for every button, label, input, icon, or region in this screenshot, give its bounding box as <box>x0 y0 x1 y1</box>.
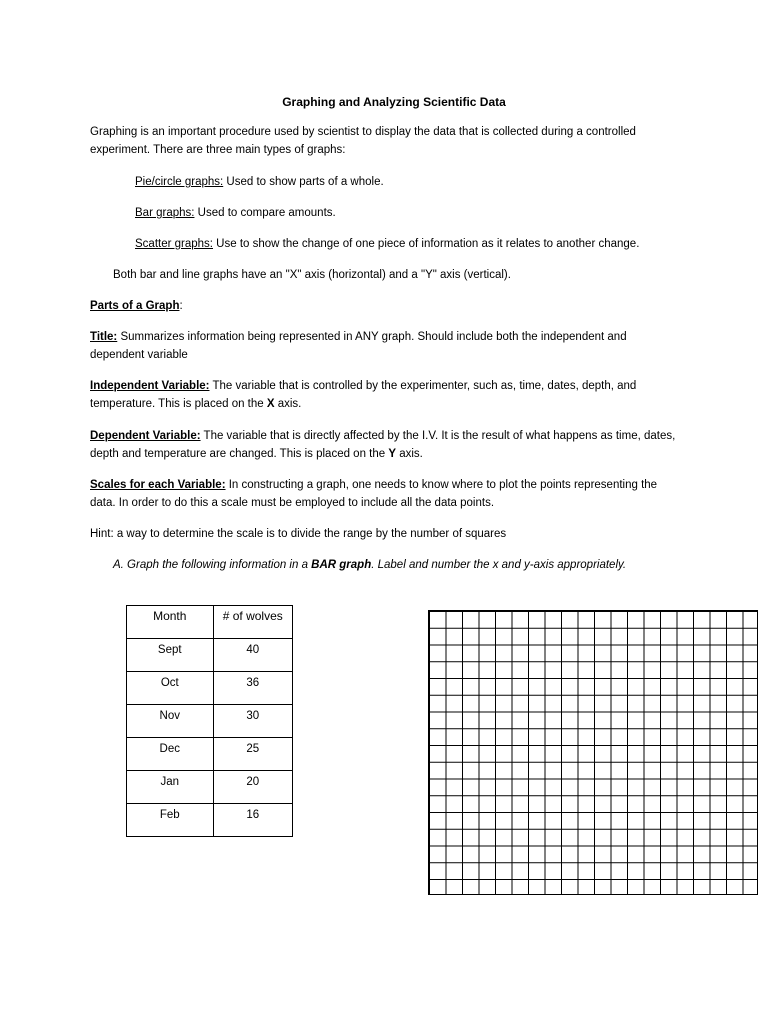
intro-paragraph: Graphing is an important procedure used by scientist to display the data that is collected during a controlled experiment. There are three main types of graphs: <box>90 126 636 156</box>
hint-text: Hint: a way to determine the scale is to divide the range by the number of squares <box>90 528 507 540</box>
cell-wolves: 40 <box>213 639 292 672</box>
table-row <box>127 804 293 837</box>
graph-type-label: Pie/circle graphs: <box>135 176 224 188</box>
cell-month: Dec <box>127 738 214 771</box>
definition-label: Scales for each Variable: <box>90 479 226 491</box>
table-row <box>127 705 293 738</box>
task-suffix: . Label and number the x and y-axis appropriately. <box>371 559 627 571</box>
parts-heading-label: Parts of a Graph <box>90 300 180 312</box>
definition-text: axis. <box>396 448 423 460</box>
cell-month: Feb <box>127 804 214 837</box>
cell-month: Sept <box>127 639 214 672</box>
definition-text: The variable that is controlled by the experimenter, such as, time, dates, depth, and temperature. This is placed on the <box>90 380 637 410</box>
axis-letter: Y <box>388 448 397 460</box>
graph-type-text: Used to show parts of a whole. <box>223 176 384 188</box>
cell-month: Oct <box>127 672 214 705</box>
definition-text: In constructing a graph, one needs to know where to plot the points representing the data. In order to do this a scale must be employed to include all the data points. <box>90 479 658 509</box>
page-title: Graphing and Analyzing Scientific Data <box>282 95 506 109</box>
cell-wolves: 25 <box>213 738 292 771</box>
task-bold: BAR graph <box>311 559 372 571</box>
graph-type-bar <box>135 204 695 222</box>
cell-wolves: 36 <box>213 672 292 705</box>
parts-heading-colon: : <box>179 300 183 312</box>
definition-label: Title: <box>90 331 118 343</box>
definition-text: The variable that is directly affected by the I.V. It is the result of what happens as time, dates, depth and temperature are changed. This is placed on the <box>90 430 676 460</box>
definition-label: Dependent Variable: <box>90 430 201 442</box>
graph-type-scatter <box>135 235 695 253</box>
axis-letter: X <box>266 398 275 410</box>
graph-type-label: Scatter graphs: <box>135 238 213 250</box>
table-row <box>127 639 293 672</box>
task-instruction <box>113 556 713 574</box>
definition-dependent-variable <box>90 427 680 463</box>
graph-paper-grid <box>428 610 758 895</box>
graph-type-text: Use to show the change of one piece of information as it relates to another change. <box>212 238 640 250</box>
definition-title <box>90 328 680 364</box>
graph-type-pie <box>135 173 695 191</box>
axes-note: Both bar and line graphs have an "X" axis (horizontal) and a "Y" axis (vertical). <box>113 269 511 281</box>
header-wolves: # of wolves <box>213 606 292 639</box>
task-prefix: A. Graph the following information in a <box>113 559 312 571</box>
definition-scales <box>90 476 680 512</box>
cell-month: Nov <box>127 705 214 738</box>
definition-label: Independent Variable: <box>90 380 210 392</box>
graph-type-label: Bar graphs: <box>135 207 195 219</box>
cell-wolves: 16 <box>213 804 292 837</box>
graph-type-text: Used to compare amounts. <box>194 207 336 219</box>
parts-heading <box>90 297 680 315</box>
cell-wolves: 20 <box>213 771 292 804</box>
table-row <box>127 771 293 804</box>
definition-text: Summarizes information being represented in ANY graph. Should include both the independent and dependent variable <box>90 331 627 361</box>
table-row <box>127 738 293 771</box>
table-row <box>127 672 293 705</box>
header-month: Month <box>127 606 214 639</box>
definition-independent-variable <box>90 377 680 413</box>
wolves-data-table <box>126 605 293 837</box>
definition-text: axis. <box>274 398 302 410</box>
cell-month: Jan <box>127 771 214 804</box>
table-header-row <box>127 606 293 639</box>
cell-wolves: 30 <box>213 705 292 738</box>
